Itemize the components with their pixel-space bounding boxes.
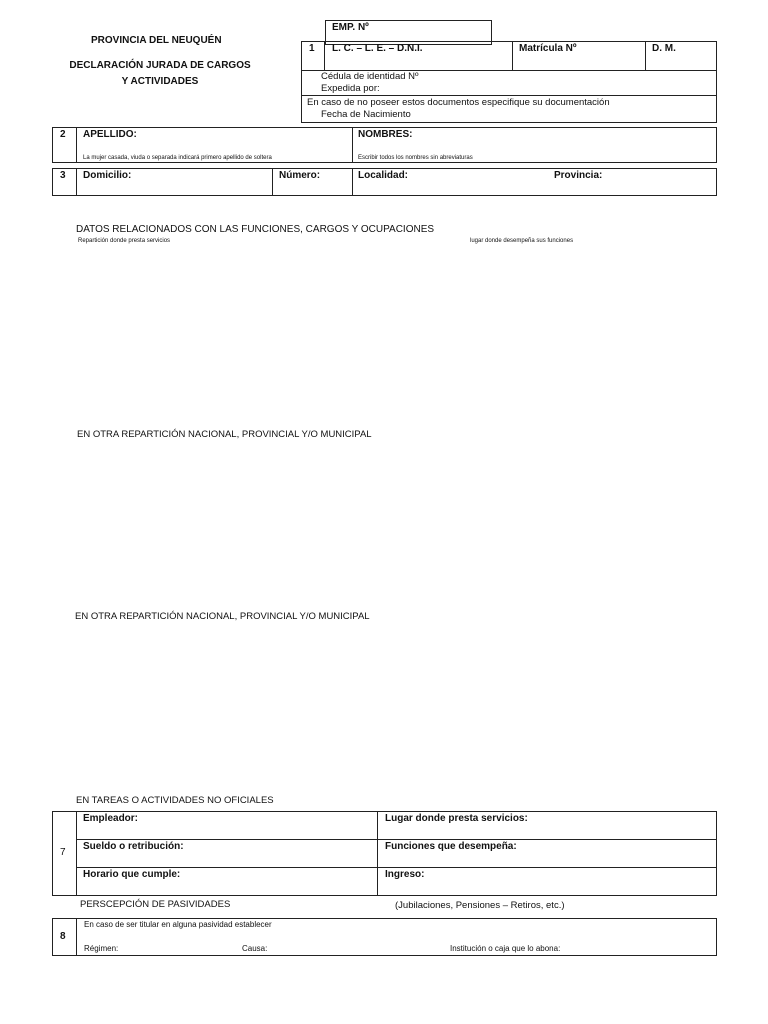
divider (76, 168, 77, 196)
pension-instruction: En caso de ser titular en alguna pasividad establecer (84, 920, 272, 929)
divider (76, 811, 77, 896)
reparticion-note: Repartición donde presta servicios (78, 238, 171, 244)
divider (512, 41, 513, 71)
expedida-label: Expedida por: (321, 83, 380, 94)
documentation-note: En caso de no poseer estos documentos especifique su documentación (307, 97, 610, 108)
empleador-label: Empleador: (83, 813, 139, 824)
ingreso-label: Ingreso: (385, 869, 425, 880)
funciones-label: Funciones que desempeña: (385, 841, 517, 852)
divider (76, 127, 77, 163)
province-title: PROVINCIA DEL NEUQUÉN (91, 35, 222, 46)
apellido-label: APELLIDO: (83, 129, 137, 140)
pensions-heading: PERSCEPCIÓN DE PASIVIDADES (80, 899, 231, 910)
divider (645, 41, 646, 71)
emp-number-label: EMP. Nº (332, 22, 369, 33)
other-repartition-heading-1: EN OTRA REPARTICIÓN NACIONAL, PROVINCIAL Y/O MUNICIPAL (77, 429, 372, 440)
cedula-label: Cédula de identidad Nº (321, 71, 419, 82)
divider (324, 41, 325, 71)
nombres-label: NOMBRES: (358, 129, 413, 140)
sueldo-label: Sueldo o retribución: (83, 841, 184, 852)
divider (272, 168, 273, 196)
horario-label: Horario que cumple: (83, 869, 181, 880)
divider (352, 127, 353, 163)
regimen-label: Régimen: (84, 944, 119, 953)
doc-type-label: L. C. – L. E. – D.N.I. (332, 43, 423, 54)
non-official-heading: EN TAREAS O ACTIVIDADES NO OFICIALES (76, 795, 274, 806)
functions-heading: DATOS RELACIONADOS CON LAS FUNCIONES, CARGOS Y OCUPACIONES (76, 224, 435, 235)
institucion-label: Institución o caja que lo abona: (450, 944, 561, 953)
section-number: 1 (309, 43, 315, 54)
section-2-number: 2 (60, 129, 66, 140)
lugar-note: lugar donde desempeña sus funciones (470, 238, 574, 244)
birth-date-label: Fecha de Nacimiento (321, 109, 411, 120)
section-7-number: 7 (60, 847, 66, 858)
divider (377, 811, 378, 896)
divider (301, 95, 717, 96)
domicilio-label: Domicilio: (83, 170, 132, 181)
section-3-number: 3 (60, 170, 66, 181)
numero-label: Número: (279, 170, 321, 181)
apellido-note: La mujer casada, viuda o separada indicará primero apellido de soltera (83, 155, 272, 161)
divider (76, 867, 717, 868)
other-repartition-heading-2: EN OTRA REPARTICIÓN NACIONAL, PROVINCIAL Y/O MUNICIPAL (75, 611, 370, 622)
nombres-note: Escribir todos los nombres sin abreviaturas (358, 155, 473, 161)
divider (76, 918, 77, 956)
dm-label: D. M. (652, 43, 676, 54)
localidad-label: Localidad: (358, 170, 409, 181)
provincia-label: Provincia: (554, 170, 603, 181)
lugar-servicios-label: Lugar donde presta servicios: (385, 813, 528, 824)
matricula-label: Matrícula Nº (519, 43, 577, 54)
divider (352, 168, 353, 196)
form-title-line1: DECLARACIÓN JURADA DE CARGOS (69, 60, 251, 71)
pensions-heading-note: (Jubilaciones, Pensiones – Retiros, etc.) (395, 900, 565, 911)
causa-label: Causa: (242, 944, 268, 953)
section-8-number: 8 (60, 931, 66, 942)
form-title-line2: Y ACTIVIDADES (121, 76, 199, 87)
divider (76, 839, 717, 840)
